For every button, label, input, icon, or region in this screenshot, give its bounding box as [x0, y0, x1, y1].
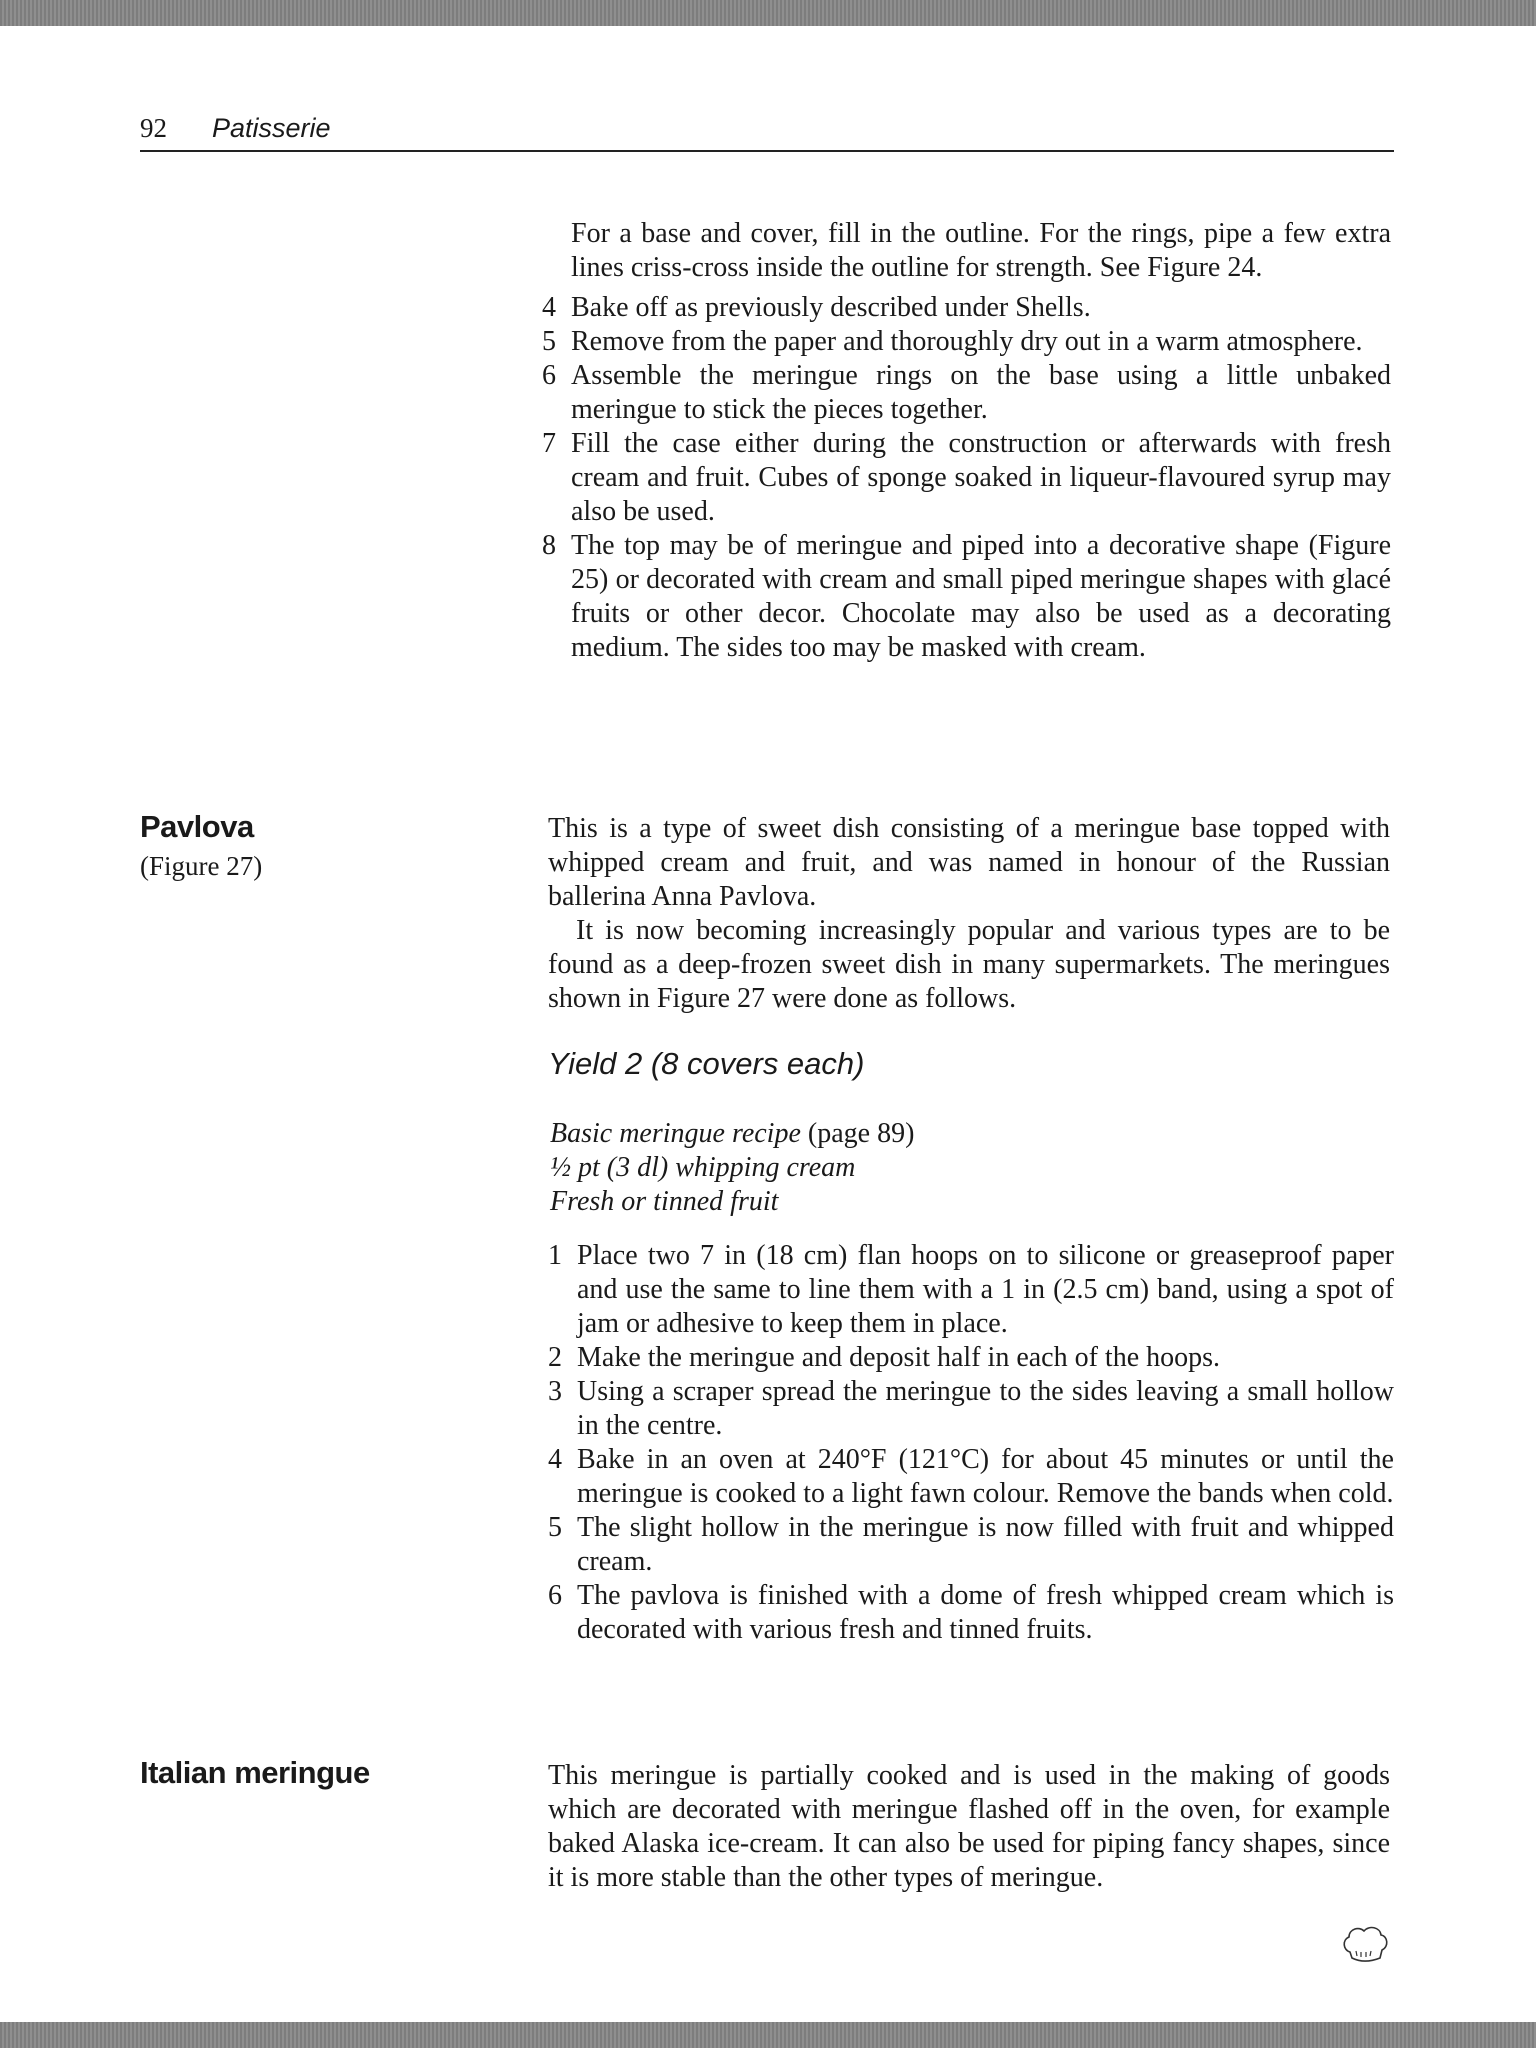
top-method-list	[542, 291, 1391, 665]
step-text: Assemble the meringue rings on the base using a little unbaked meringue to stick the pieces together.	[571, 360, 1391, 425]
step-number: 8	[542, 530, 556, 561]
step-text: Fill the case either during the construction or afterwards with fresh cream and fruit. Cubes of sponge soaked in liqueur-flavoured syrup may also be used.	[571, 428, 1391, 527]
method-step	[548, 1511, 1394, 1579]
step-number: 5	[542, 326, 556, 357]
running-title: Patisserie	[212, 113, 331, 143]
step-number: 7	[542, 428, 556, 459]
italian-meringue-paragraph: This meringue is partially cooked and is used in the making of goods which are decorated with meringue flashed off in the oven, for example baked Alaska ice-cream. It can also be used for piping fancy shapes, since it is more stable than the other types of meringue.	[548, 1760, 1390, 1893]
pavlova-paragraph: This is a type of sweet dish consisting of a meringue base topped with whipped cream and fruit, and was named in honour of the Russian ballerina Anna Pavlova.	[548, 813, 1390, 912]
step-number: 5	[548, 1512, 562, 1543]
method-step	[548, 1341, 1394, 1375]
step-text: Bake in an oven at 240°F (121°C) for about 45 minutes or until the meringue is cooked to a light fawn colour. Remove the bands when cold.	[577, 1444, 1394, 1509]
step-number: 4	[542, 292, 556, 323]
step-text: Make the meringue and deposit half in each of the hoops.	[577, 1342, 1221, 1373]
method-step	[548, 1579, 1394, 1647]
scan-border-bottom	[0, 2022, 1536, 2048]
step-number: 2	[548, 1342, 562, 1373]
method-step	[542, 359, 1391, 427]
step-number: 1	[548, 1240, 562, 1271]
italian-meringue-heading: Italian meringue	[140, 1755, 370, 1790]
pavlova-paragraph: It is now becoming increasingly popular and various types are to be found as a deep-frozen sweet dish in many supermarkets. The meringues shown in Figure 27 were done as follows.	[548, 915, 1390, 1014]
ingredient-note: (page 89)	[800, 1118, 915, 1149]
page-number: 92	[140, 113, 167, 143]
ingredient-item	[550, 1151, 914, 1185]
method-step	[542, 529, 1391, 665]
scan-border-top	[0, 0, 1536, 26]
step-text: Place two 7 in (18 cm) flan hoops on to silicone or greaseproof paper and use the same to line them with a 1 in (2.5 cm) band, using a spot of jam or adhesive to keep them in place.	[577, 1240, 1394, 1339]
ingredient-name: ½ pt (3 dl) whipping cream	[550, 1152, 856, 1183]
step-text: The slight hollow in the meringue is now filled with fruit and whipped cream.	[577, 1512, 1394, 1577]
italian-meringue-body	[548, 1759, 1390, 1895]
method-step	[548, 1443, 1394, 1511]
pavlova-heading: Pavlova	[140, 809, 254, 844]
ingredient-list	[550, 1117, 914, 1219]
yield-line: Yield 2 (8 covers each)	[548, 1046, 865, 1081]
continuation-paragraph: For a base and cover, fill in the outline. For the rings, pipe a few extra lines criss-cross inside the outline for strength. See Figure 24.	[571, 218, 1391, 283]
running-head	[140, 110, 1394, 152]
method-step	[542, 427, 1391, 529]
step-text: The top may be of meringue and piped into a decorative shape (Figure 25) or decorated with cream and small piped meringue shapes with glacé fruits or other decor. Chocolate may also be used as a decorating medium. The sides too may be masked with cream.	[571, 530, 1391, 663]
step-text: Using a scraper spread the meringue to the sides leaving a small hollow in the centre.	[577, 1376, 1394, 1441]
method-step	[542, 325, 1391, 359]
step-number: 4	[548, 1444, 562, 1475]
ingredient-item	[550, 1117, 914, 1151]
step-number: 6	[542, 360, 556, 391]
step-text: Remove from the paper and thoroughly dry out in a warm atmosphere.	[571, 326, 1363, 357]
chef-hat-icon	[1340, 1922, 1390, 1966]
pavlova-method-list	[548, 1239, 1394, 1647]
step-number: 3	[548, 1376, 562, 1407]
ingredient-name: Basic meringue recipe	[550, 1118, 801, 1149]
method-step	[542, 291, 1391, 325]
method-step	[548, 1239, 1394, 1341]
step-text: Bake off as previously described under Shells.	[571, 292, 1091, 323]
step-number: 6	[548, 1580, 562, 1611]
ingredient-item	[550, 1185, 914, 1219]
step-text: The pavlova is finished with a dome of fresh whipped cream which is decorated with various fresh and tinned fruits.	[577, 1580, 1394, 1645]
pavlova-intro	[548, 812, 1390, 1016]
ingredient-name: Fresh or tinned fruit	[550, 1186, 779, 1217]
pavlova-figure-ref: (Figure 27)	[140, 851, 263, 881]
method-step	[548, 1375, 1394, 1443]
